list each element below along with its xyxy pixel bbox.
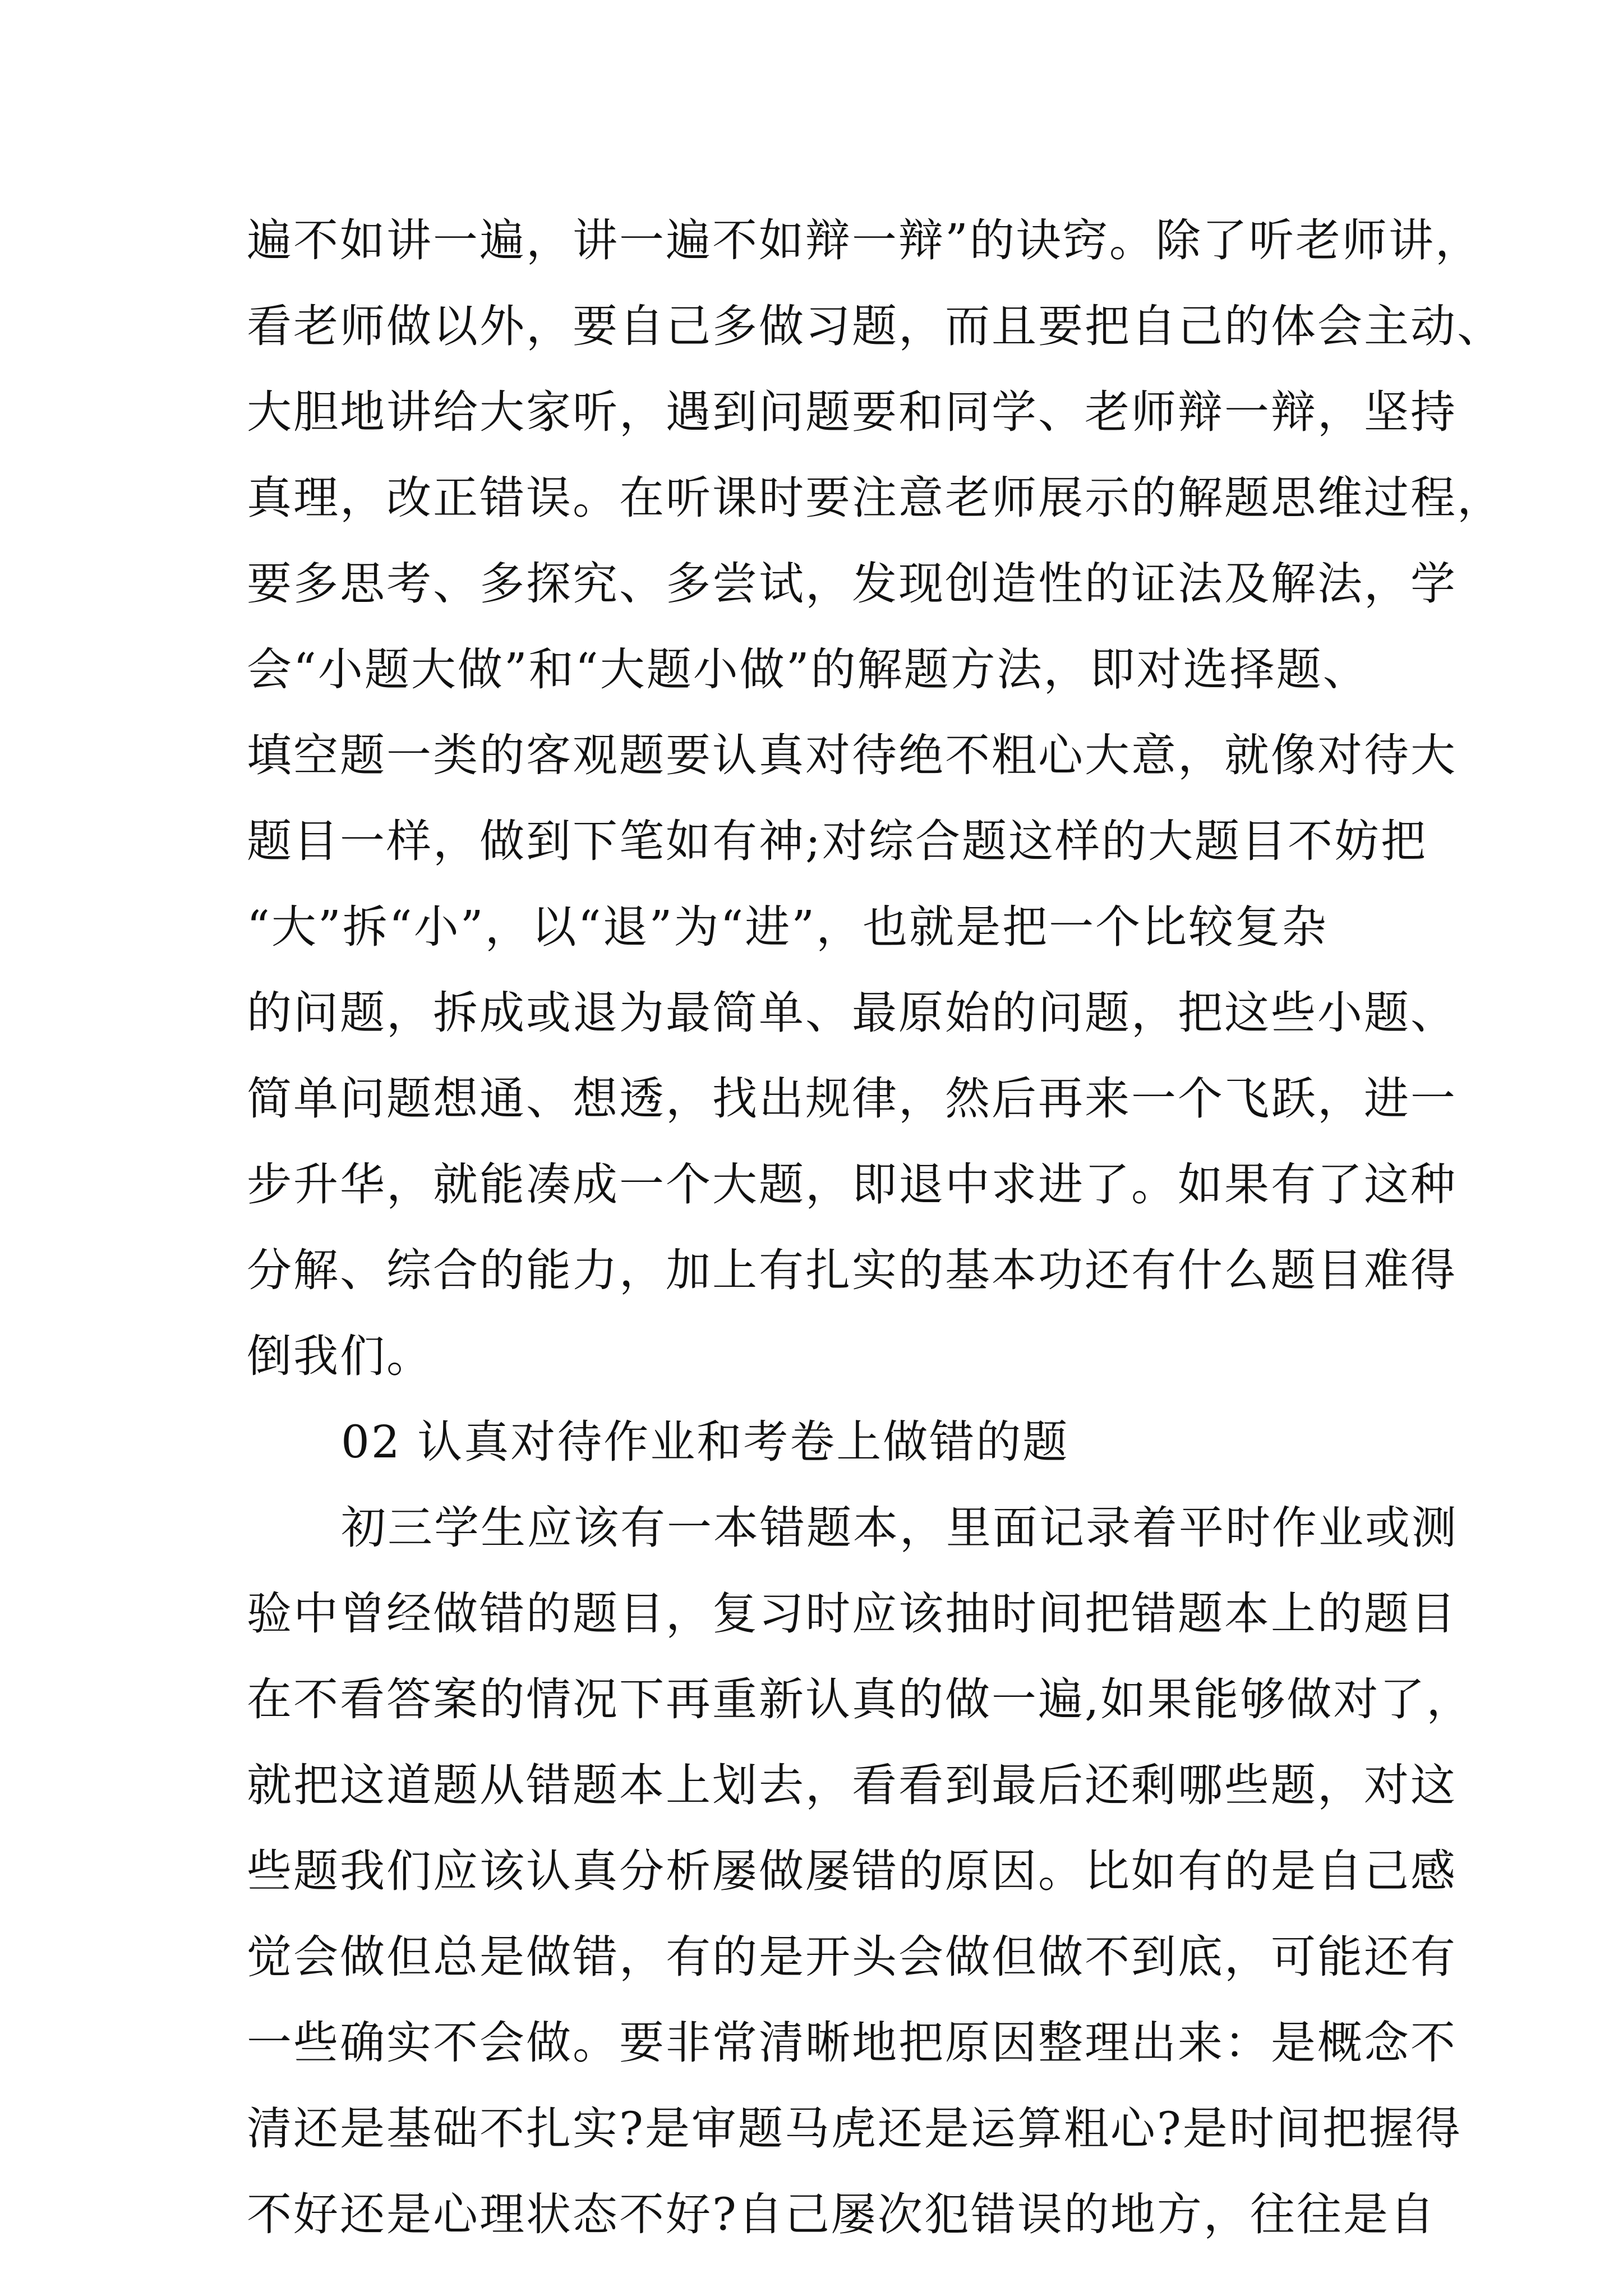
- text-line: 看老师做以外，要自己多做习题，而且要把自己的体会主动、: [247, 300, 1504, 352]
- text-line: “大”拆“小”，以“退”为“进”，也就是把一个比较复杂: [247, 901, 1329, 953]
- text-line: 些题我们应该认真分析屡做屡错的原因。比如有的是自己感: [247, 1845, 1457, 1897]
- text-line: 在不看答案的情况下再重新认真的做一遍,如果能够做对了，: [247, 1673, 1473, 1726]
- text-line: 填空题一类的客观题要认真对待绝不粗心大意，就像对待大: [247, 729, 1457, 781]
- text-line: 倒我们。: [247, 1330, 433, 1382]
- text-line: 觉会做但总是做错，有的是开头会做但做不到底，可能还有: [247, 1931, 1457, 1983]
- text-line: 初三学生应该有一本错题本，里面记录着平时作业或测: [341, 1502, 1458, 1554]
- text-line: 分解、综合的能力，加上有扎实的基本功还有什么题目难得: [247, 1244, 1457, 1296]
- text-line: 真理，改正错误。在听课时要注意老师展示的解题思维过程，: [247, 472, 1504, 524]
- text-line: 遍不如讲一遍，讲一遍不如辩一辩”的诀窍。除了听老师讲，: [247, 214, 1482, 266]
- text-line: 的问题，拆成或退为最简单、最原始的问题，把这些小题、: [247, 987, 1457, 1039]
- body-text: [247, 197, 1504, 2257]
- text-line: 验中曾经做错的题目，复习时应该抽时间把错题本上的题目: [247, 1588, 1457, 1640]
- text-line: 一些确实不会做。要非常清晰地把原因整理出来：是概念不: [247, 2017, 1457, 2069]
- text-line: 题目一样，做到下笔如有神;对综合题这样的大题目不妨把: [247, 815, 1427, 867]
- text-line: 就把这道题从错题本上划去，看看到最后还剩哪些题，对这: [247, 1759, 1457, 1811]
- text-line: 要多思考、多探究、多尝试，发现创造性的证法及解法，学: [247, 558, 1457, 610]
- text-line: 大胆地讲给大家听，遇到问题要和同学、老师辩一辩，坚持: [247, 386, 1457, 438]
- text-line: 简单问题想通、想透，找出规律，然后再来一个飞跃，进一: [247, 1073, 1457, 1125]
- text-line: 会“小题大做”和“大题小做”的解题方法，即对选择题、: [247, 643, 1370, 696]
- section-heading: 02 认真对待作业和考卷上做错的题: [341, 1416, 1069, 1468]
- text-line: 不好还是心理状态不好?自己屡次犯错误的地方，往往是自: [247, 2188, 1436, 2240]
- text-line: 步升华，就能凑成一个大题，即退中求进了。如果有了这种: [247, 1158, 1457, 1211]
- text-line: 清还是基础不扎实?是审题马虎还是运算粗心?是时间把握得: [247, 2102, 1462, 2155]
